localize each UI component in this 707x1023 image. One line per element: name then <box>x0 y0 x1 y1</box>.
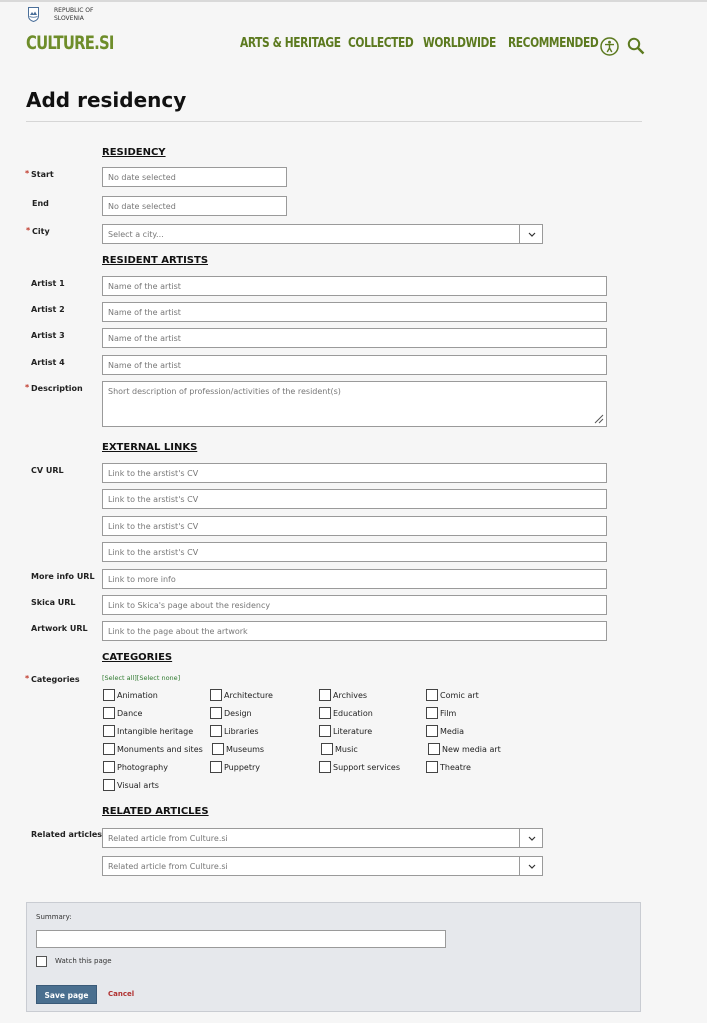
related-article-select-1[interactable] <box>102 828 543 848</box>
artist1-label: Artist 1 <box>31 279 65 288</box>
artist4-label: Artist 4 <box>31 358 65 367</box>
category-checkbox[interactable] <box>210 707 222 719</box>
category-label: Music <box>335 745 358 754</box>
cv-url-input-4[interactable]: Link to the arstist's CV <box>102 542 607 562</box>
category-checkbox[interactable] <box>426 707 438 719</box>
select-none-link[interactable]: [Select none] <box>136 674 181 682</box>
republic-label: REPUBLIC OF SLOVENIA <box>54 7 94 22</box>
category-label: Film <box>440 709 457 718</box>
artwork-url-label: Artwork URL <box>31 624 88 633</box>
description-placeholder: Short description of profession/activities of the resident(s) <box>108 387 341 396</box>
category-label: Puppetry <box>224 763 260 772</box>
category-checkbox[interactable] <box>103 761 115 773</box>
section-residency: RESIDENCY <box>102 147 166 158</box>
category-label: Support services <box>333 763 400 772</box>
nav-recommended[interactable]: RECOMMENDED <box>508 36 599 51</box>
related-article-select-value: Related article from Culture.si <box>108 834 228 843</box>
category-label: Literature <box>333 727 373 736</box>
categories-label: * Categories <box>31 675 80 684</box>
cv-url-input-2[interactable]: Link to the arstist's CV <box>102 489 607 509</box>
top-border <box>0 0 707 2</box>
category-label: Visual arts <box>117 781 159 790</box>
select-links <box>102 674 180 682</box>
nav-worldwide[interactable]: WORLDWIDE <box>423 36 496 51</box>
artist1-input[interactable]: Name of the artist <box>102 276 607 296</box>
chevron-down-icon <box>528 232 536 237</box>
watch-page-checkbox[interactable] <box>36 956 47 967</box>
end-label: End <box>32 199 49 208</box>
watch-page-label: Watch this page <box>55 957 112 965</box>
section-categories: CATEGORIES <box>102 652 173 663</box>
city-select-button[interactable] <box>519 224 543 244</box>
category-label: Intangible heritage <box>117 727 194 736</box>
related-article-select-2[interactable] <box>102 856 543 876</box>
description-label: * Description <box>31 384 83 393</box>
category-label: New media art <box>442 745 501 754</box>
more-info-url-input[interactable]: Link to more info <box>102 569 607 589</box>
search-icon[interactable] <box>627 37 645 55</box>
city-label: * City <box>32 227 50 236</box>
category-checkbox[interactable] <box>103 725 115 737</box>
category-checkbox[interactable] <box>426 761 438 773</box>
category-checkbox[interactable] <box>319 689 331 701</box>
category-label: Design <box>224 709 252 718</box>
city-select-value: Select a city... <box>108 230 164 239</box>
summary-input[interactable] <box>36 930 446 948</box>
coat-of-arms-icon <box>28 7 39 22</box>
category-checkbox[interactable] <box>103 779 115 791</box>
artist2-label: Artist 2 <box>31 305 65 314</box>
category-label: Architecture <box>224 691 273 700</box>
category-label: Dance <box>117 709 143 718</box>
more-info-url-label: More info URL <box>31 572 95 581</box>
related-article-select-value: Related article from Culture.si <box>108 862 228 871</box>
category-checkbox[interactable] <box>426 689 438 701</box>
category-checkbox[interactable] <box>319 725 331 737</box>
skica-url-input[interactable]: Link to Skica's page about the residency <box>102 595 607 615</box>
description-textarea[interactable] <box>102 381 607 427</box>
summary-label: Summary: <box>36 913 72 921</box>
category-label: Monuments and sites <box>117 745 203 754</box>
category-checkbox[interactable] <box>319 707 331 719</box>
nav-collected[interactable]: COLLECTED <box>348 36 414 51</box>
category-checkbox[interactable] <box>103 689 115 701</box>
category-checkbox[interactable] <box>428 743 440 755</box>
category-checkbox[interactable] <box>426 725 438 737</box>
category-checkbox[interactable] <box>103 707 115 719</box>
category-checkbox[interactable] <box>210 761 222 773</box>
category-checkbox[interactable] <box>321 743 333 755</box>
artist3-input[interactable]: Name of the artist <box>102 328 607 348</box>
chevron-down-icon <box>528 836 536 841</box>
artist3-label: Artist 3 <box>31 331 65 340</box>
section-resident-artists: RESIDENT ARTISTS <box>102 255 209 266</box>
save-page-button[interactable]: Save page <box>36 985 97 1004</box>
artist4-input[interactable]: Name of the artist <box>102 355 607 375</box>
cancel-link[interactable]: Cancel <box>108 990 135 998</box>
category-label: Photography <box>117 763 168 772</box>
start-date-field[interactable]: No date selected <box>102 167 287 187</box>
end-date-field[interactable]: No date selected <box>102 196 287 216</box>
category-label: Animation <box>117 691 158 700</box>
site-logo[interactable]: CULTURE.SI <box>26 32 114 54</box>
cv-url-input-1[interactable]: Link to the arstist's CV <box>102 463 607 483</box>
category-checkbox[interactable] <box>212 743 224 755</box>
start-label: * Start <box>31 170 54 179</box>
chevron-down-icon <box>528 864 536 869</box>
cv-url-input-3[interactable]: Link to the arstist's CV <box>102 516 607 536</box>
nav-arts-heritage[interactable]: ARTS & HERITAGE <box>240 36 341 51</box>
resize-handle-icon[interactable] <box>592 412 604 424</box>
related-article-select-button[interactable] <box>519 856 543 876</box>
category-label: Comic art <box>440 691 479 700</box>
category-checkbox[interactable] <box>210 689 222 701</box>
page-title: Add residency <box>26 88 187 112</box>
artist2-input[interactable]: Name of the artist <box>102 302 607 322</box>
city-select[interactable] <box>102 224 543 244</box>
cv-url-label: CV URL <box>31 466 64 475</box>
category-checkbox[interactable] <box>103 743 115 755</box>
artwork-url-input[interactable]: Link to the page about the artwork <box>102 621 607 641</box>
section-related-articles: RELATED ARTICLES <box>102 806 209 817</box>
title-divider <box>26 121 642 122</box>
related-article-select-button[interactable] <box>519 828 543 848</box>
section-external-links: EXTERNAL LINKS <box>102 442 198 453</box>
category-label: Archives <box>333 691 368 700</box>
accessibility-icon[interactable] <box>600 37 619 56</box>
category-label: Media <box>440 727 465 736</box>
category-label: Theatre <box>440 763 471 772</box>
category-label: Education <box>333 709 373 718</box>
related-articles-label: Related articles <box>31 830 103 839</box>
category-label: Libraries <box>224 727 259 736</box>
select-all-link[interactable]: [Select all] <box>102 674 137 682</box>
category-label: Museums <box>226 745 265 754</box>
skica-url-label: Skica URL <box>31 598 76 607</box>
category-checkbox[interactable] <box>210 725 222 737</box>
category-checkbox[interactable] <box>319 761 331 773</box>
